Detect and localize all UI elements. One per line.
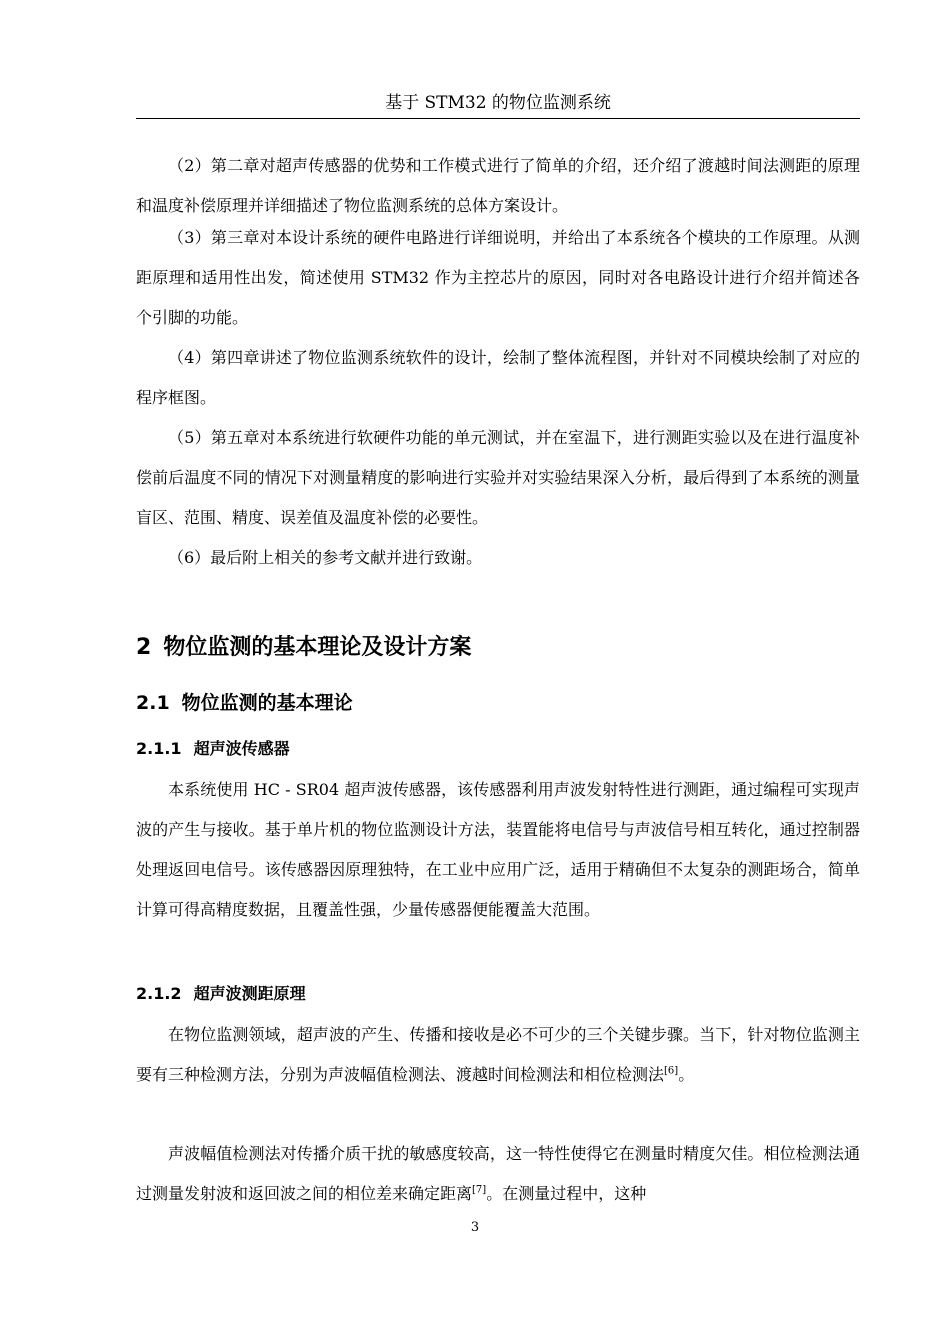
subsection-2-number: 2.1.2 — [136, 984, 182, 1003]
subsection-heading-2 — [136, 981, 306, 1007]
subsection-2-title: 超声波测距原理 — [193, 984, 306, 1003]
section-heading — [136, 688, 353, 718]
subsection-1-title: 超声波传感器 — [193, 739, 290, 758]
intro-paragraph-5: （5）第五章对本系统进行软硬件功能的单元测试，并在室温下，进行测距实验以及在进行温度补偿前后温度不同的情况下对测量精度的影响进行实验并对实验结果深入分析，最后得到了本系统的测量盲区、范围、精度、误差值及温度补偿的必要性。 — [136, 428, 860, 527]
page-number: 3 — [470, 1220, 480, 1235]
section-number: 2.1 — [136, 692, 170, 714]
intro-paragraph-3: （3）第三章对本设计系统的硬件电路进行详细说明，并给出了本系统各个模块的工作原理。从测距原理和适用性出发，简述使用 STM32 作为主控芯片的原因，同时对各电路设计进行介绍并简述各个引脚的功能。 — [136, 228, 860, 327]
citation-6: [6] — [664, 1065, 679, 1077]
section-title: 物位监测的基本理论 — [181, 692, 353, 714]
ranging-paragraph-1-text: 在物位监测领域，超声波的产生、传播和接收是必不可少的三个关键步骤。当下，针对物位监测主要有三种检测方法，分别为声波幅值检测法、渡越时间检测法和相位检测法 — [136, 1025, 860, 1084]
ranging-paragraph-2 — [136, 1134, 860, 1214]
chapter-title: 物位监测的基本理论及设计方案 — [163, 635, 472, 660]
sensor-paragraph: 本系统使用 HC - SR04 超声波传感器，该传感器利用声波发射特性进行测距，通过编程可实现声波的产生与接收。基于单片机的物位监测设计方法，装置能将电信号与声波信号相互转化，通过控制器处理返回电信号。该传感器因原理独特，在工业中应用广泛，适用于精确但不太复杂的测距场合，简单计算可得高精度数据，且覆盖性强，少量传感器便能覆盖大范围。 — [136, 780, 860, 919]
subsection-1-number: 2.1.1 — [136, 739, 182, 758]
ranging-paragraph-1 — [136, 1015, 860, 1095]
running-header: 基于 STM32 的物位监测系统 — [385, 93, 611, 113]
intro-paragraph-4: （4）第四章讲述了物位监测系统软件的设计，绘制了整体流程图，并针对不同模块绘制了对应的程序框图。 — [136, 348, 860, 407]
intro-paragraph-6: （6）最后附上相关的参考文献并进行致谢。 — [168, 548, 483, 567]
citation-7: [7] — [472, 1184, 487, 1196]
chapter-number: 2 — [136, 635, 152, 660]
ranging-paragraph-1-end: 。 — [678, 1065, 695, 1084]
ranging-paragraph-2-text: 声波幅值检测法对传播介质干扰的敏感度较高，这一特性使得它在测量时精度欠佳。相位检测法通过测量发射波和返回波之间的相位差来确定距离 — [136, 1144, 860, 1203]
header-rule — [136, 118, 860, 119]
subsection-heading-1 — [136, 736, 290, 762]
ranging-paragraph-2-end: 。在测量过程中，这种 — [486, 1184, 647, 1203]
chapter-heading — [136, 630, 471, 666]
intro-paragraph-2: （2）第二章对超声传感器的优势和工作模式进行了简单的介绍，还介绍了渡越时间法测距的原理和温度补偿原理并详细描述了物位监测系统的总体方案设计。 — [136, 156, 860, 215]
